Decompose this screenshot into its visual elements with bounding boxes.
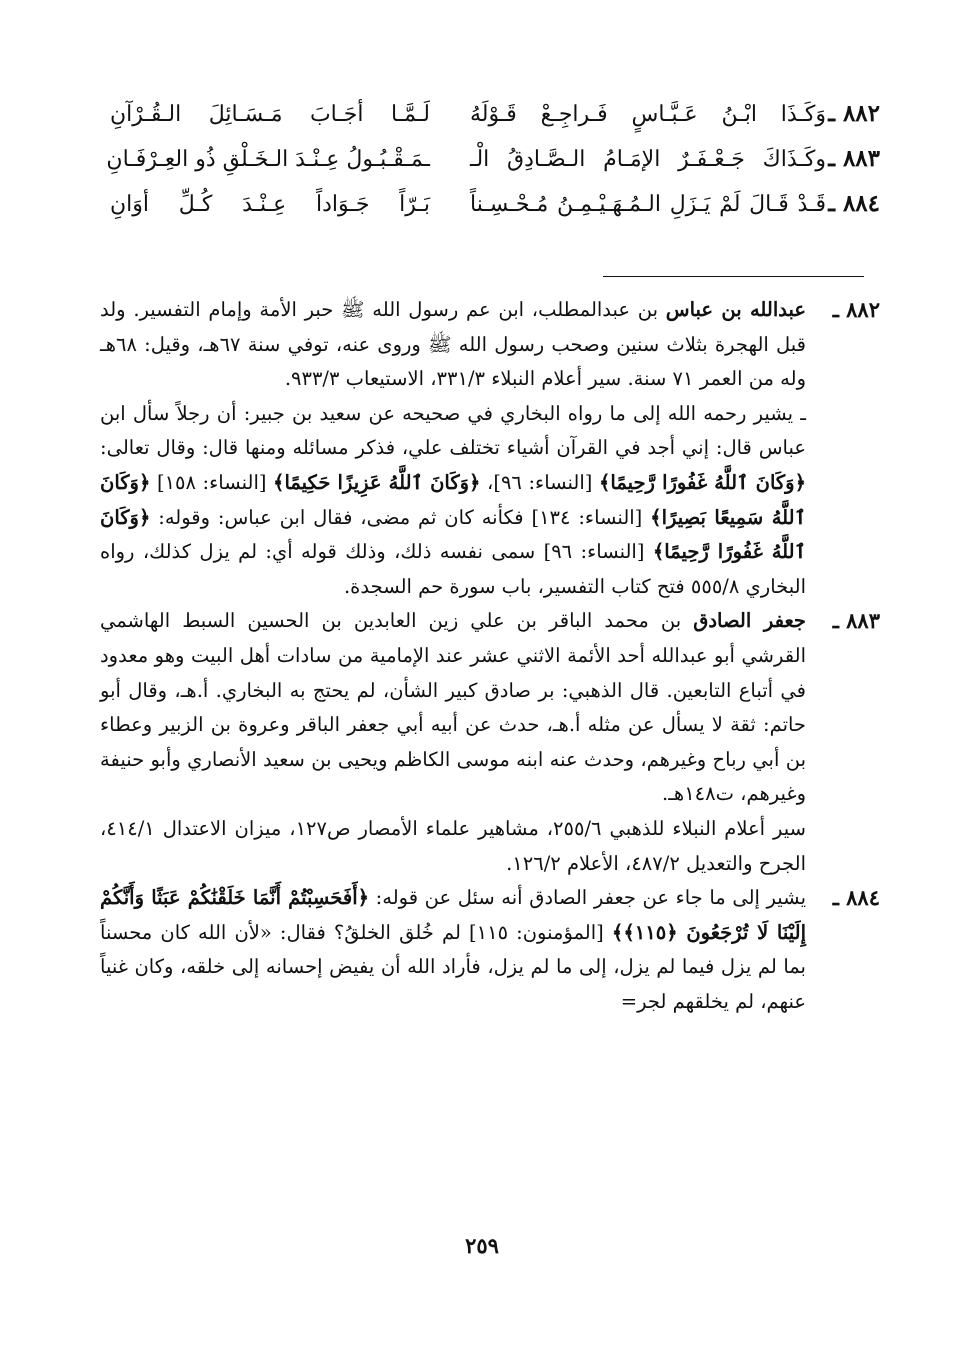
footnote-883	[100, 604, 880, 881]
footnote-separator-rule	[603, 276, 864, 277]
footnote-text: بن محمد الباقر بن علي زين العابدين بن الحسين السبط الهاشمي القرشي أبو عبدالله أحد الأئمة الاثني عشر عند الإمامية من سادات أهل البيت وهو معدود في أتباع التابعين. قال الذهبي: بر صادق كبير الشأن، لم يحتج به البخاري. أ.هـ، وقال أبو حاتم: ثقة لا يسأل عن مثله أ.هـ، حدث عن أبيه أبي جعفر الباقر وعروة بن الزبير وعطاء بن أبي رباح وغيرهم، وحدث عنه ابنه موسى الكاظم ويحيى بن سعيد الأنصاري وأبو حنيفة وغيرهم، ت١٤٨هـ.	[100, 609, 806, 806]
person-name: جعفر الصادق	[693, 609, 806, 633]
footnote-paragraph	[100, 604, 806, 812]
verse-first-hemistich: قَـدْ قَـالَ لَمْ يَـزَلِ الـمُـهَـيْـمِـنُ مُـحْـسِـناً	[470, 192, 826, 217]
footnote-references: سير أعلام النبلاء للذهبي ٢٥٥/٦، مشاهير علماء الأمصار ص١٢٧، ميزان الاعتدال ٤١٤/١، الجرح والتعديل ٤٨٧/٢، الأعلام ١٢٦/٢.	[100, 816, 806, 875]
footnote-text: [النساء: ١٣٤] فكأنه كان ثم مضى، فقال ابن عباس: وقوله:	[150, 505, 651, 529]
footnote-text: بن عبدالمطلب، ابن عم رسول الله ﷺ حبر الأمة وإمام التفسير. ولد قبل الهجرة بثلاث سنين وصحب رسول الله ﷺ وروى عنه، توفي سنة ٦٧هـ، وقيل: ٦٨هـ وله من العمر ٧١ سنة. سير أعلام النبلاء ٣٣١/٣، الاستيعاب ٩٣٣/٣.	[100, 298, 806, 391]
footnote-text: يشير إلى ما جاء عن جعفر الصادق أنه سئل عن قوله:	[369, 886, 806, 910]
footnote-882	[100, 293, 880, 604]
quran-quote: ﴿وَكَانَ ٱللَّهُ غَفُورًا رَّحِيمًا﴾	[100, 505, 807, 564]
person-name: عبدالله بن عباس	[665, 298, 806, 321]
footnote-number: ٨٨٣ ـ	[832, 608, 880, 634]
quran-quote: ﴿وَكَانَ ٱللَّهُ عَزِيزًا حَكِيمًا﴾	[273, 470, 481, 494]
footnote-paragraph	[100, 397, 806, 605]
footnote-text: [النساء: ٩٦] سمى نفسه ذلك، وذلك قوله أي: لم يزل كذلك، رواه البخاري ٥٥٥/٨ فتح كتاب التفسير، باب سورة حم السجدة.	[100, 540, 806, 598]
verse-second-hemistich: ـمَـقْـبُـولُ عِـنْـدَ الـخَـلْقِ ذُو العِـرْفَـانِ	[106, 147, 430, 172]
page-number: ٢٥٩	[465, 1233, 499, 1258]
verse-second-hemistich: بَـرّاً جَـوَاداً عِـنْـدَ كُـلِّ أوَانِ	[110, 192, 430, 217]
verse-second-hemistich: لَـمَّـا أجَـابَ مَـسَـائِلَ الـقُـرْآنِ	[110, 102, 430, 127]
poem-verses	[80, 100, 880, 235]
verse-882	[80, 100, 880, 145]
footnote-884	[100, 881, 880, 1019]
footnote-text: ـ يشير رحمه الله إلى ما رواه البخاري في صحيحه عن سعيد بن جبير: أن رجلاً سأل ابن عباس قال: إني أجد في القرآن أشياء تختلف علي، فذكر مسائله ومنها قال: وقال تعالى:	[100, 401, 806, 460]
quran-quote: ﴿أَفَحَسِبْتُمْ أَنَّمَا خَلَقْنَٰكُمْ عَبَثًا وَأَنَّكُمْ إِلَيْنَا لَا تُرْجَعُونَ ﴿١١٥﴾﴾	[100, 886, 806, 944]
verse-884	[80, 190, 880, 235]
footnotes	[100, 293, 880, 1019]
verse-number: ٨٨٣ ـ	[828, 145, 880, 172]
verse-first-hemistich: وَكَـذَا ابْـنُ عَـبَّـاسٍ فَـراجِـعْ قَـوْلَهُ	[470, 102, 826, 127]
footnote-text: [المؤمنون: ١١٥] لم خُلق الخلقُ؟ فقال: «لأن الله كان محسناً بما لم يزل فيما لم يزل، إلى ما لم يزل، فأراد الله أن يفيض إحسانه إلى خلقه، وكان غنياً عنهم، لم يخلقهم لجر=	[100, 920, 806, 1013]
verse-first-hemistich: وكَـذَاكَ جَـعْـفَـرٌ الإمَـامُ الـصَّـادِقُ الْـ	[470, 147, 826, 172]
footnote-text: [النساء: ١٥٨]	[150, 470, 274, 494]
footnote-paragraph	[100, 881, 806, 1019]
verse-number: ٨٨٤ ـ	[828, 190, 880, 217]
footnote-text: [النساء: ٩٦]،	[480, 470, 599, 494]
footnote-number: ٨٨٢ ـ	[832, 297, 880, 322]
quran-quote: ﴿وَكَانَ ٱللَّهُ سَمِيعًا بَصِيرًا﴾	[100, 470, 806, 529]
quran-quote: ﴿وَكَانَ ٱللَّهُ غَفُورًا رَّحِيمًا﴾	[598, 470, 807, 494]
verse-883	[80, 145, 880, 190]
verse-number: ٨٨٢ ـ	[828, 100, 880, 127]
footnote-paragraph	[100, 293, 806, 397]
footnote-number: ٨٨٤ ـ	[832, 885, 880, 911]
